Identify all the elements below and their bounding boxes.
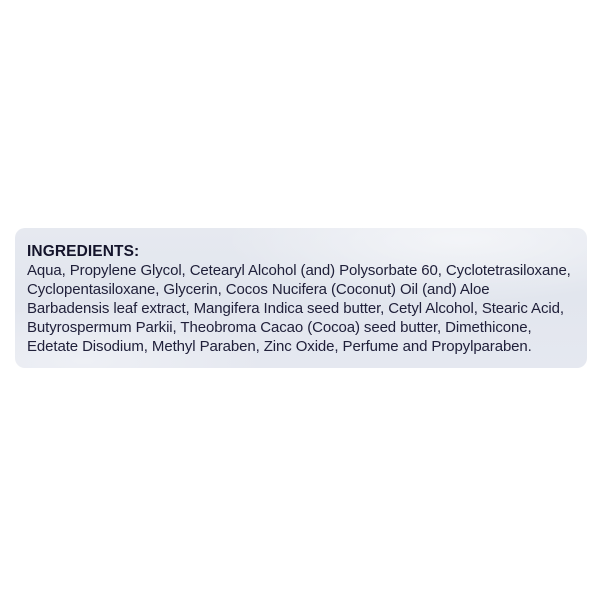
ingredients-text-line: Cyclopentasiloxane, Glycerin, Cocos Nucifera (Coconut) Oil (and) Aloe [27, 281, 490, 298]
ingredients-text-line: Barbadensis leaf extract, Mangifera Indica seed butter, Cetyl Alcohol, Stearic Acid, [27, 300, 564, 317]
ingredients-text-line: Edetate Disodium, Methyl Paraben, Zinc Oxide, Perfume and Propylparaben. [27, 338, 532, 355]
ingredients-label-panel [15, 228, 587, 368]
ingredients-text-line: Butyrospermum Parkii, Theobroma Cacao (Cocoa) seed butter, Dimethicone, [27, 319, 532, 336]
ingredients-text-line: Aqua, Propylene Glycol, Cetearyl Alcohol (and) Polysorbate 60, Cyclotetrasiloxane, [27, 262, 571, 279]
ingredients-heading: INGREDIENTS: [27, 243, 140, 260]
